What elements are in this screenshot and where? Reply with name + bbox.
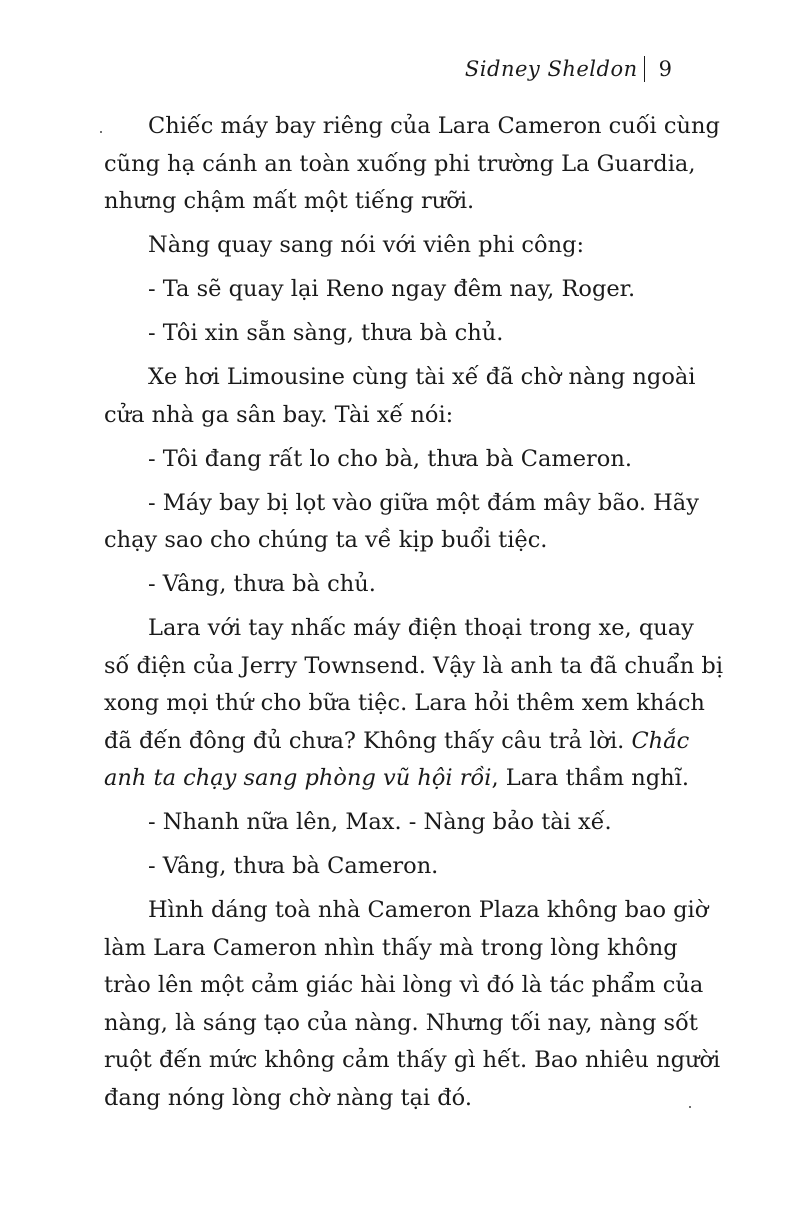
- page-number: 9: [658, 57, 672, 81]
- paragraph: [104, 359, 696, 434]
- dialogue-line: [104, 804, 669, 842]
- text-line: cũng hạ cánh an toàn xuống phi trường La Guardia,: [104, 150, 696, 177]
- dialogue-line: [104, 566, 669, 604]
- text-line: Hình dáng toà nhà Cameron Plaza không bao giờ: [148, 897, 709, 923]
- text-line: - Máy bay bị lọt vào giữa một đám mây bão. Hãy: [148, 489, 699, 516]
- text-line: - Vâng, thưa bà Cameron.: [148, 853, 439, 879]
- text-line: [104, 760, 690, 798]
- text-line: làm Lara Cameron nhìn thấy mà trong lòng không: [104, 934, 678, 961]
- dialogue-line: [104, 271, 669, 309]
- text-line: - Vâng, thưa bà chủ.: [148, 571, 376, 597]
- text-line: [104, 723, 690, 761]
- text-line: - Tôi đang rất lo cho bà, thưa bà Cameron.: [148, 445, 632, 472]
- text-line: Lara với tay nhấc máy điện thoại trong xe, quay: [148, 615, 694, 641]
- text-line: Xe hơi Limousine cùng tài xế đã chờ nàng ngoài: [148, 364, 696, 390]
- body-text: [104, 108, 724, 1117]
- running-header: [465, 56, 672, 82]
- paragraph: [104, 108, 720, 221]
- text-line: nhưng chậm mất một tiếng rưỡi.: [104, 188, 475, 214]
- scan-speck: [689, 1106, 691, 1108]
- text-line: đang nóng lòng chờ nàng tại đó.: [104, 1084, 472, 1111]
- dialogue-line: [104, 848, 669, 886]
- text-line: nàng, là sáng tạo của nàng. Nhưng tối nay, nàng sốt: [104, 1009, 698, 1036]
- text-segment: đã đến đông đủ chưa? Không thấy câu trả lời.: [104, 727, 625, 754]
- dialogue-line: [104, 485, 699, 560]
- text-line: xong mọi thứ cho bữa tiệc. Lara hỏi thêm xem khách: [104, 690, 705, 716]
- text-line: Nàng quay sang nói với viên phi công:: [148, 232, 585, 258]
- text-line: Chiếc máy bay riêng của Lara Cameron cuối cùng: [148, 113, 720, 139]
- text-line: - Tôi xin sẵn sàng, thưa bà chủ.: [148, 320, 504, 346]
- text-line: cửa nhà ga sân bay. Tài xế nói:: [104, 401, 454, 428]
- text-line: chạy sao cho chúng ta về kịp buổi tiệc.: [104, 527, 548, 553]
- text-line: ruột đến mức không cảm thấy gì hết. Bao nhiêu người: [104, 1047, 721, 1073]
- header-divider: [644, 56, 645, 82]
- dialogue-line: [104, 315, 669, 353]
- italic-text: anh ta chạy sang phòng vũ hội rồi: [104, 765, 492, 791]
- paragraph: [104, 892, 721, 1117]
- paragraph: [104, 610, 724, 798]
- text-line: - Nhanh nữa lên, Max. - Nàng bảo tài xế.: [148, 809, 612, 835]
- dialogue-line: [104, 441, 669, 479]
- scan-speck: [100, 131, 102, 133]
- header-author: Sidney Sheldon: [464, 57, 638, 81]
- text-line: trào lên một cảm giác hài lòng vì đó là tác phẩm của: [104, 972, 704, 998]
- italic-text: Chắc: [631, 727, 690, 754]
- text-segment: , Lara thầm nghĩ.: [491, 765, 690, 791]
- paragraph: [104, 227, 669, 265]
- text-line: - Ta sẽ quay lại Reno ngay đêm nay, Roger.: [148, 276, 636, 302]
- text-line: số điện của Jerry Townsend. Vậy là anh ta đã chuẩn bị: [104, 652, 724, 679]
